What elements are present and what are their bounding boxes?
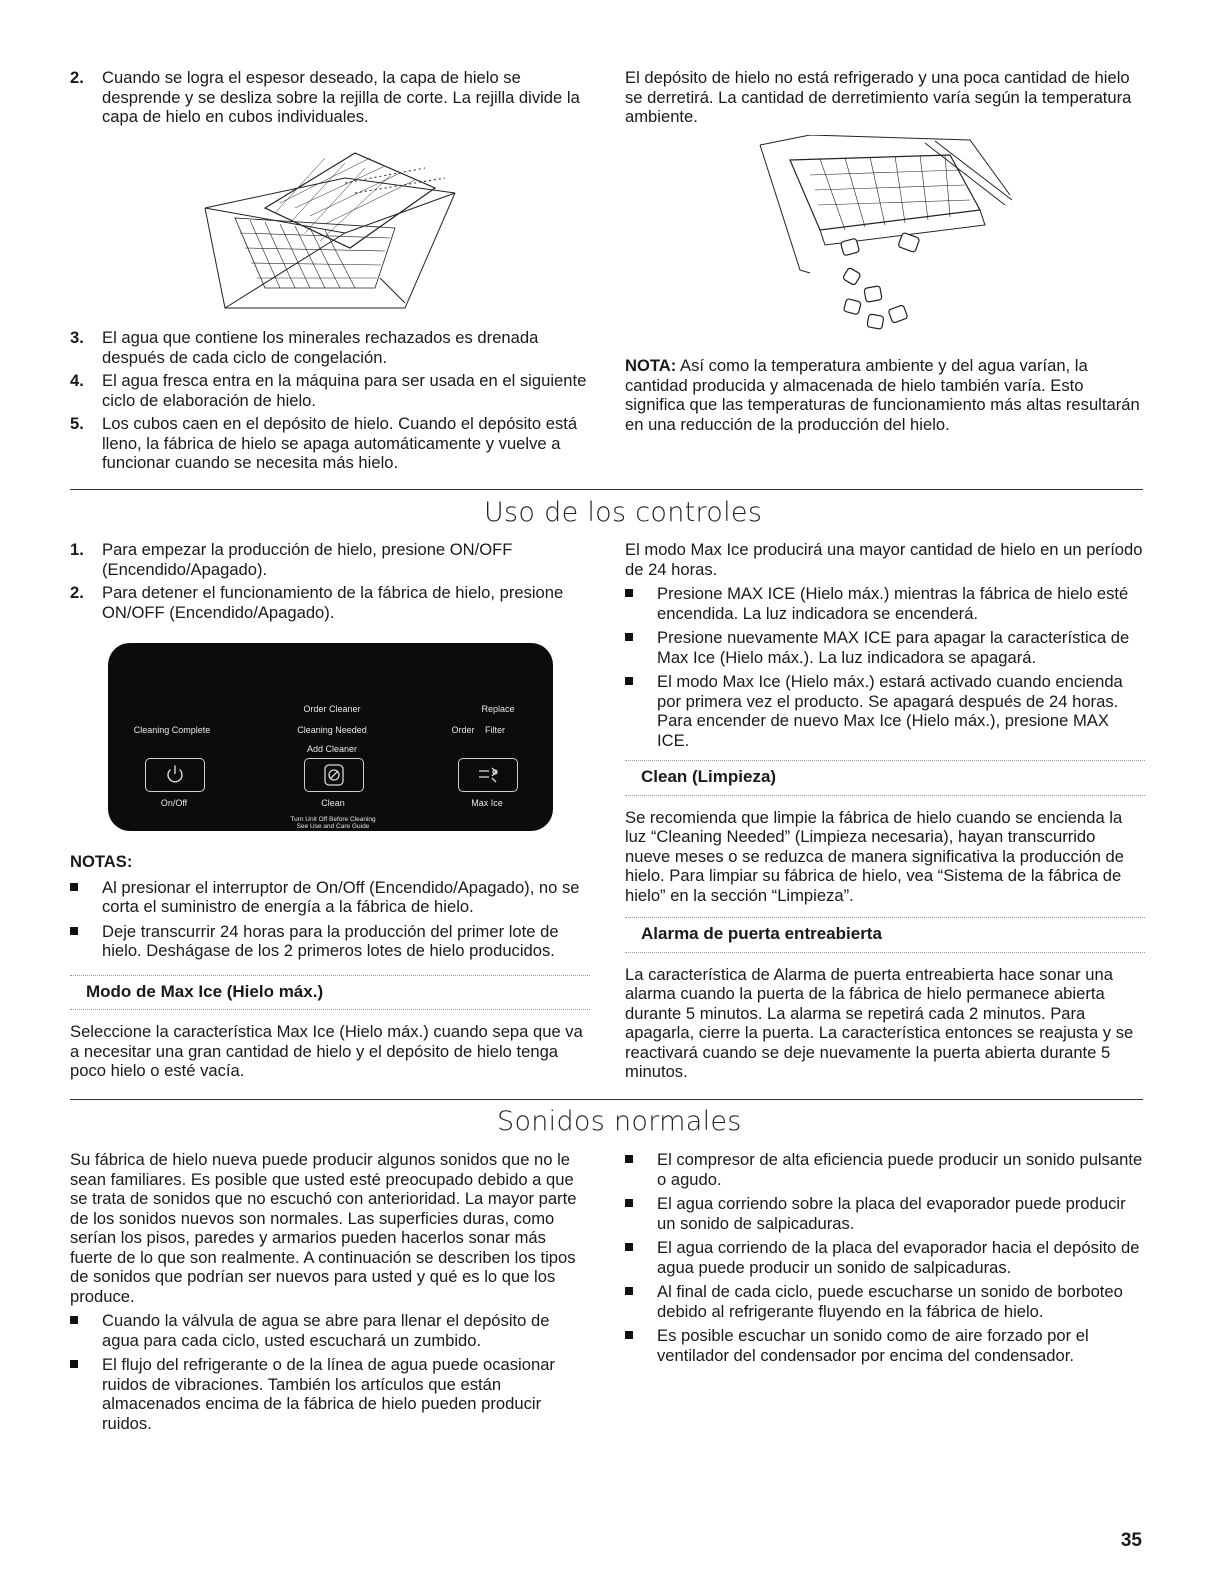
notas-block — [70, 852, 590, 1081]
on-off-button[interactable] — [145, 758, 205, 792]
top-left-column-continued — [70, 328, 590, 477]
item-text: El modo Max Ice (Hielo máx.) estará activado cuando encienda por primera vez el producto. Se apagará después de 24 horas. Para encender de nuevo Max Ice (Hielo máx.), presione MAX ICE. — [657, 672, 1123, 750]
max-ice-button[interactable] — [458, 758, 518, 792]
on-off-label: On/Off — [160, 798, 188, 808]
order-label: Order — [451, 725, 475, 735]
item-text: Presione MAX ICE (Hielo máx.) mientras la fábrica de hielo esté encendida. La luz indicadora se encenderá. — [657, 584, 1129, 623]
filter-label: Filter — [485, 725, 505, 735]
item-number: 4. — [70, 371, 84, 390]
section-divider — [70, 489, 1143, 490]
list-item — [70, 922, 590, 961]
item-text: El agua corriendo de la placa del evaporador hacia el depósito de agua puede producir un sonido de salpicaduras. — [657, 1238, 1140, 1277]
bullet — [70, 927, 78, 935]
list-item — [625, 1194, 1145, 1233]
item-text: El agua que contiene los minerales rechazados es drenada después de cada ciclo de congelación. — [102, 328, 539, 367]
list-item — [625, 1150, 1145, 1189]
item-text: Cuando se logra el espesor deseado, la capa de hielo se desprende y se desliza sobre la rejilla de corte. La rejilla divide la capa de hielo en cubos individuales. — [102, 68, 580, 126]
item-text: Al presionar el interruptor de On/Off (Encendido/Apagado), no se corta el suministro de energía a la fábrica de hielo. — [102, 877, 580, 916]
notas-label: NOTAS: — [70, 852, 133, 871]
add-cleaner-label: Add Cleaner — [306, 744, 358, 754]
clean-note-line-2: See Use and Care Guide — [296, 823, 370, 830]
clean-note-line-1: Turn Unit Off Before Cleaning — [290, 816, 376, 823]
list-item — [625, 1238, 1145, 1277]
controls-section-title: Uso de los controles — [484, 497, 763, 528]
item-number: 5. — [70, 414, 84, 433]
list-item — [625, 584, 1145, 623]
bullet — [625, 677, 633, 685]
item-text: Deje transcurrir 24 horas para la producción del primer lote de hielo. Deshágase de los 2 primeros lotes de hielo producidos. — [102, 921, 559, 960]
clean-heading: Clean (Limpieza) — [625, 760, 1145, 796]
bullet — [70, 1316, 78, 1324]
replace-label: Replace — [481, 704, 515, 714]
bullet — [625, 589, 633, 597]
max-ice-icon — [459, 759, 517, 791]
list-item — [625, 1326, 1145, 1365]
bullet — [625, 633, 633, 641]
item-text: Los cubos caen en el depósito de hielo. Cuando el depósito está lleno, la fábrica de hielo se apaga automáticamente y vuelve a funcionar cuando se necesita más hielo. — [102, 414, 578, 472]
item-text: El agua corriendo sobre la placa del evaporador puede producir un sonido de salpicaduras. — [657, 1194, 1126, 1233]
clean-button[interactable] — [304, 758, 364, 792]
clean-text: Se recomienda que limpie la fábrica de hielo cuando se encienda la luz “Cleaning Needed” (Limpieza necesaria), hayan transcurrido nueve meses o se reduzca de manera significativa la producción de hielo. Para limpiar su fábrica de hielo, vea “Sistema de la fábrica de hielo” en la sección “Limpieza”. — [625, 807, 1125, 905]
sounds-right-column — [625, 1150, 1145, 1370]
bullet — [625, 1287, 633, 1295]
list-item — [625, 628, 1145, 667]
list-item — [70, 1311, 590, 1350]
controls-left-column — [70, 540, 590, 626]
item-text: El agua fresca entra en la máquina para ser usada en el siguiente ciclo de elaboración de hielo. — [102, 371, 587, 410]
bullet — [625, 1155, 633, 1163]
top-right-column — [625, 68, 1145, 127]
ice-bin-cubes-illustration — [750, 135, 1020, 335]
bullet — [625, 1331, 633, 1339]
list-item — [70, 414, 590, 473]
list-item — [70, 1355, 590, 1433]
list-item — [70, 878, 590, 917]
sounds-intro: Su fábrica de hielo nueva puede producir algunos sonidos que no le sean familiares. Es posible que usted esté preocupado debido a que se trata de sonidos que no escuchó con anterioridad. La mayor parte de los sonidos nuevos son normales. Las superficies duras, como serían los pisos, paredes y armarios pueden hacerlos sonar más fuerte de lo que son realmente. A continuación se describen los tipos de sonidos que podrían ser nuevos para usted y qué es lo que los produce. — [70, 1150, 577, 1306]
alarm-text: La característica de Alarma de puerta entreabierta hace sonar una alarma cuando la puerta de la fábrica de hielo permanece abierta durante 5 minutos. La alarma se repetirá cada 2 minutos. Para apagarla, cierre la puerta. La característica entonces se reajusta y se reactivará cuando se deje nuevamente la puerta abierta durante 5 minutos. — [625, 964, 1134, 1081]
bullet — [70, 883, 78, 891]
item-text: Para detener el funcionamiento de la fábrica de hielo, presione ON/OFF (Encendido/Apagado). — [102, 583, 564, 622]
sounds-section-title: Sonidos normales — [497, 1106, 742, 1137]
max-ice-heading: Modo de Max Ice (Hielo máx.) — [70, 975, 590, 1011]
clean-icon — [305, 759, 363, 791]
ice-slab-grid-illustration — [195, 138, 475, 328]
item-number: 2. — [70, 68, 84, 87]
sounds-left-column — [70, 1150, 590, 1438]
power-icon — [146, 759, 204, 791]
alarm-heading: Alarma de puerta entreabierta — [625, 917, 1145, 953]
item-text: Al final de cada ciclo, puede escucharse un sonido de borboteo debido al refrigerante fluyendo en la fábrica de hielo. — [657, 1282, 1123, 1321]
max-ice-intro: El modo Max Ice producirá una mayor cantidad de hielo en un período de 24 horas. — [625, 540, 1143, 579]
list-item — [70, 371, 590, 410]
bullet — [70, 1360, 78, 1368]
list-item — [625, 1282, 1145, 1321]
order-cleaner-label: Order Cleaner — [303, 704, 361, 714]
list-item — [70, 328, 590, 367]
top-left-column — [70, 68, 590, 131]
item-text: El compresor de alta eficiencia puede producir un sonido pulsante o agudo. — [657, 1150, 1143, 1189]
list-item — [70, 583, 590, 622]
bullet — [625, 1199, 633, 1207]
bin-intro-text: El depósito de hielo no está refrigerado y una poca cantidad de hielo se derretirá. La cantidad de derretimiento varía según la temperatura ambiente. — [625, 68, 1132, 126]
nota-text: Así como la temperatura ambiente y del agua varían, la cantidad producida y almacenada de hielo también varía. Esto significa que las temperaturas de funcionamiento más altas resultarán en una reducción de la producción del hielo. — [625, 356, 1140, 434]
list-item — [625, 672, 1145, 750]
item-text: El flujo del refrigerante o de la línea de agua puede ocasionar ruidos de vibraciones. También los artículos que están almacenados encima de la fábrica de hielo pueden producir ruidos. — [102, 1355, 555, 1433]
cleaning-needed-label: Cleaning Needed — [297, 725, 367, 735]
clean-label: Clean — [321, 798, 345, 808]
item-number: 3. — [70, 328, 84, 347]
nota-block — [625, 356, 1145, 434]
max-ice-label: Max Ice — [471, 798, 503, 808]
page-number: 35 — [1120, 1529, 1142, 1551]
item-text: Cuando la válvula de agua se abre para llenar el depósito de agua para cada ciclo, usted escuchará un zumbido. — [102, 1311, 550, 1350]
nota-paragraph — [625, 356, 1145, 434]
controls-right-column — [625, 540, 1145, 1082]
section-divider — [70, 1099, 1143, 1100]
item-number: 1. — [70, 540, 84, 559]
bullet — [625, 1243, 633, 1251]
list-item — [70, 540, 590, 579]
cleaning-complete-label: Cleaning Complete — [133, 725, 211, 735]
item-text: Presione nuevamente MAX ICE para apagar la característica de Max Ice (Hielo máx.). La luz indicadora se apagará. — [657, 628, 1130, 667]
item-text: Para empezar la producción de hielo, presione ON/OFF (Encendido/Apagado). — [102, 540, 513, 579]
item-text: Es posible escuchar un sonido como de aire forzado por el ventilador del condensador por encima del condensador. — [657, 1326, 1089, 1365]
item-number: 2. — [70, 583, 84, 602]
max-ice-text: Seleccione la característica Max Ice (Hielo máx.) cuando sepa que va a necesitar una gran cantidad de hielo y el depósito de hielo tenga poco hielo o esté vacía. — [70, 1022, 583, 1080]
nota-label: NOTA: — [625, 356, 677, 375]
control-panel-illustration — [108, 643, 553, 831]
list-item — [70, 68, 590, 127]
